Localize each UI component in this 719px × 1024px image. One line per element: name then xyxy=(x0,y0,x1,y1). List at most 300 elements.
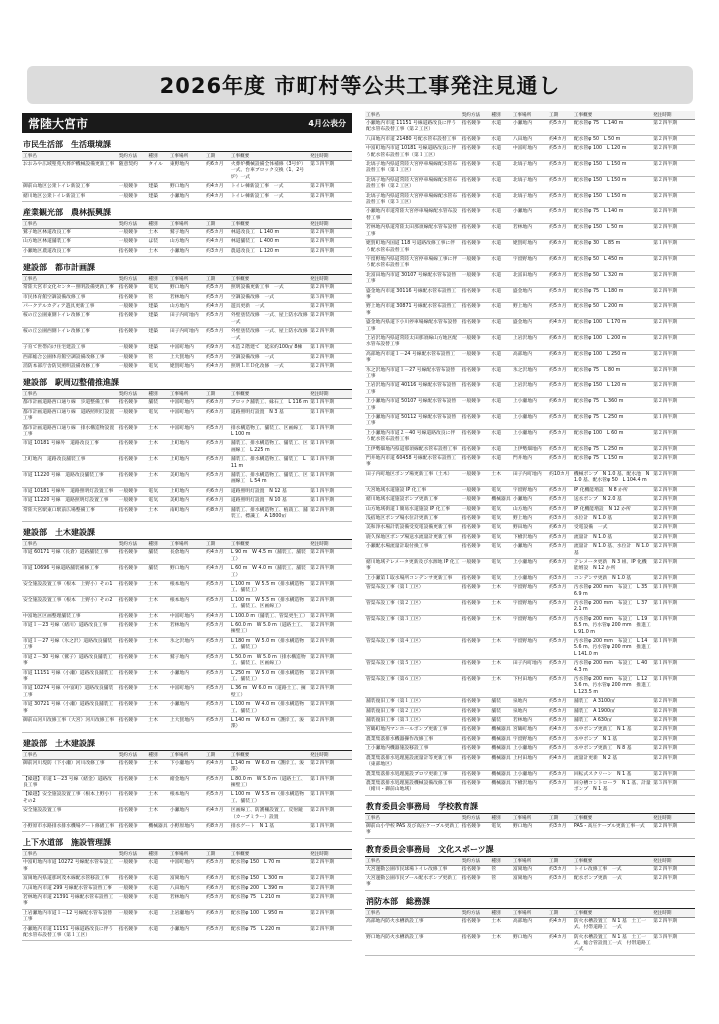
cell-timing: 第２四半期 xyxy=(652,822,695,838)
cell-timing: 第１四半期 xyxy=(652,676,695,698)
cell-name: 小野原市水路排水排水機場ゲート修繕工事 xyxy=(22,823,118,832)
cell-type: 舗装 xyxy=(147,565,168,581)
table-row xyxy=(22,622,352,638)
cell-period: 約6カ月 xyxy=(205,161,230,183)
cell-timing: 第３四半期 xyxy=(309,293,352,302)
cell-timing: 第２四半期 xyxy=(309,549,352,565)
cell-timing: 第２四半期 xyxy=(652,874,695,890)
cell-type: 建築 xyxy=(147,344,168,353)
cell-period: 約5カ月 xyxy=(548,717,573,726)
column-header-period: 工期 xyxy=(205,220,230,229)
column-header-name: 工事名 xyxy=(22,275,118,284)
cell-type: 舗装 xyxy=(147,399,168,408)
cell-type: 舗装 xyxy=(490,698,511,707)
cell-name: 上岩瀬地内市道１－12 号線配水管布設替工事 xyxy=(22,909,118,925)
table-row xyxy=(365,145,695,161)
cell-method: 指名競争 xyxy=(118,456,148,472)
cell-period: 約5カ月 xyxy=(205,894,230,910)
cell-type: 土木 xyxy=(490,470,511,486)
cell-period: 約4カ月 xyxy=(548,754,573,770)
cell-period: 約4カ月 xyxy=(548,135,573,144)
cell-location: 緒金地内 xyxy=(169,775,205,791)
cell-timing: 第２四半期 xyxy=(652,496,695,505)
cell-name: 都市計画道路西口通り線 排水構造物設置工事 xyxy=(22,424,118,440)
cell-location: 上小瀬地内 xyxy=(512,414,548,430)
cell-period: 約4カ月 xyxy=(205,565,230,581)
table-row xyxy=(365,505,695,514)
column-header-timing: 発注時期 xyxy=(309,390,352,399)
cell-type: 機械器具 xyxy=(490,735,511,744)
cell-timing: 第２四半期 xyxy=(652,429,695,445)
cell-location: 長倉地内 xyxy=(169,549,205,565)
department-heading: 教育委員会事務局 文化スポーツ課 xyxy=(365,841,695,857)
cell-timing: 第２四半期 xyxy=(309,622,352,638)
column-header-name: 工事名 xyxy=(22,540,118,549)
cell-period: 約4カ月 xyxy=(205,807,230,823)
cell-method: 指名競争 xyxy=(118,471,148,487)
cell-timing: 第２四半期 xyxy=(309,807,352,823)
column-header-type: 種別 xyxy=(490,857,511,866)
cell-timing: 第２四半期 xyxy=(309,859,352,875)
cell-method: 指名競争 xyxy=(461,543,491,559)
cell-location: 北塙子地内 xyxy=(512,176,548,192)
cell-method: 指名競争 xyxy=(461,638,491,660)
cell-period: 約6カ月 xyxy=(205,909,230,925)
cell-type: 機械器具 xyxy=(490,770,511,779)
cell-location: 野口地内 xyxy=(169,565,205,581)
table-row xyxy=(22,456,352,472)
table-row xyxy=(365,676,695,698)
cell-type: 土木 xyxy=(147,596,168,612)
table-header-row xyxy=(22,390,352,399)
works-table xyxy=(22,220,352,257)
cell-timing: 第２四半期 xyxy=(309,362,352,371)
cell-timing: 第２四半期 xyxy=(652,558,695,574)
cell-location: 富岡地内 xyxy=(169,875,205,884)
cell-type: 舗装 xyxy=(490,707,511,716)
cell-name: 安全施設設置工事 xyxy=(22,807,118,823)
cell-type: 水道 xyxy=(490,240,511,256)
cell-timing: 第２四半期 xyxy=(652,524,695,533)
column-header-name: 工事名 xyxy=(22,850,118,859)
works-table xyxy=(22,751,352,833)
cell-type: 建築 xyxy=(147,192,168,201)
cell-period: 約5カ月 xyxy=(548,161,573,177)
cell-method: 指名競争 xyxy=(461,754,491,770)
cell-type: 管 xyxy=(490,874,511,890)
cell-timing: 第２四半期 xyxy=(309,612,352,621)
cell-name: 緒川地域水道施設ポンプ更新工事 xyxy=(365,496,461,505)
cell-method: 指名競争 xyxy=(118,875,148,884)
cell-timing: 第２四半期 xyxy=(309,284,352,293)
cell-timing: 第２四半期 xyxy=(652,514,695,523)
cell-name: 美和浄水場計装設備受変電設備更新工事 xyxy=(365,524,461,533)
cell-method: 指名競争 xyxy=(461,735,491,744)
cell-name: 鹿久保地区ポンプ場送水流量計更新工事 xyxy=(365,533,461,542)
cell-period: 約4カ月 xyxy=(548,726,573,735)
cell-name: 安全施設設置工事（根本 上野小）その2 xyxy=(22,596,118,612)
cell-type: 水道 xyxy=(490,145,511,161)
cell-period: 約6カ月 xyxy=(548,524,573,533)
cell-timing: 第１四半期 xyxy=(309,487,352,496)
cell-type: 水道 xyxy=(147,909,168,925)
cell-summary: 遊具更新 一式 xyxy=(230,303,309,312)
cell-period: 約8カ月 xyxy=(205,823,230,832)
column-header-summary: 工事概要 xyxy=(573,814,652,823)
cell-name: 管渠布設工事（第２工区） xyxy=(365,599,461,615)
table-row xyxy=(22,884,352,893)
table-row xyxy=(22,229,352,238)
column-header-name: 工事名 xyxy=(365,909,461,918)
column-header-location: 工事場所 xyxy=(169,540,205,549)
column-header-location: 工事場所 xyxy=(512,111,548,120)
cell-timing: 第２四半期 xyxy=(652,574,695,583)
cell-type: 水道 xyxy=(490,445,511,454)
cell-period: 約5カ月 xyxy=(205,775,230,791)
cell-location: 宇留野地内 xyxy=(512,584,548,600)
cell-type: 電気 xyxy=(490,486,511,495)
cell-name: 浅宿地区ポンプ場水位計更新工事 xyxy=(365,514,461,523)
cell-period: 約4カ月 xyxy=(205,549,230,565)
cell-summary: L 180 m W 5.0 m（排水構造物工、舗装工） xyxy=(230,637,309,653)
cell-location: 八田地内 xyxy=(169,884,205,893)
cell-timing: 第３四半期 xyxy=(309,161,352,183)
column-header-name: 工事名 xyxy=(365,857,461,866)
cell-method: 指名競争 xyxy=(461,599,491,615)
column-header-method: 契約方法 xyxy=(118,850,148,859)
cell-timing: 第１四半期 xyxy=(309,823,352,832)
table-row xyxy=(22,506,352,522)
works-table xyxy=(365,857,695,891)
cell-timing: 第２四半期 xyxy=(652,745,695,754)
cell-summary: PAS・高圧ケーブル更新工事一式 xyxy=(573,822,652,838)
cell-type: 水道 xyxy=(490,287,511,303)
cell-summary: トイレ棟新設工事 一式 xyxy=(230,183,309,192)
table-row xyxy=(22,685,352,701)
cell-location: 田子内町地内 xyxy=(169,312,205,328)
table-row xyxy=(22,344,352,353)
cell-name: 上小瀬地内市道 50112 号線配水管布設替工事 xyxy=(365,414,461,430)
cell-period: 約4カ月 xyxy=(548,933,573,955)
cell-timing: 第２四半期 xyxy=(652,255,695,271)
table-row xyxy=(22,775,352,791)
cell-method: 指名競争 xyxy=(118,328,148,344)
cell-method: 一般競争 xyxy=(461,271,491,287)
cell-period: 約5カ月 xyxy=(205,701,230,717)
cell-period: 約5カ月 xyxy=(548,414,573,430)
cell-summary: 舗装工、排水構造物工、舗装工、区画線工 L 54 m xyxy=(230,471,309,487)
cell-type: 土木 xyxy=(147,581,168,597)
column-header-method: 契約方法 xyxy=(461,857,491,866)
department-heading: 市民生活部 生活環境課 xyxy=(22,136,352,152)
cell-period: 約5カ月 xyxy=(205,685,230,701)
cell-method: 指名競争 xyxy=(461,319,491,335)
cell-method: 指名競争 xyxy=(118,807,148,823)
cell-name: 北塙子地内県道常陸大宮停車場線配水管布設替工事（第３工区） xyxy=(365,192,461,208)
cell-type: 舗装 xyxy=(147,549,168,565)
cell-timing: 第１四半期 xyxy=(309,471,352,487)
cell-summary: 道路照明灯設置 N 10 基 xyxy=(230,497,309,506)
cell-period: 約5カ月 xyxy=(205,456,230,472)
cell-type: 水道 xyxy=(490,120,511,136)
works-table xyxy=(22,152,352,202)
cell-summary: 水中ポンプ N 1 基 xyxy=(573,735,652,744)
cell-location: 東野地内 xyxy=(169,161,205,183)
cell-name: 緒川地区公衆トイレ新設工事 xyxy=(22,192,118,201)
cell-timing: 第１四半期 xyxy=(309,424,352,440)
cell-location: 中富町地内 xyxy=(169,612,205,621)
cell-name: 中富町地内市道 10181 号線道路改良に伴う配水管布設替工事（第１工区） xyxy=(365,145,461,161)
cell-timing: 第２四半期 xyxy=(309,581,352,597)
table-header-row xyxy=(22,751,352,760)
cell-period: 約5カ月 xyxy=(205,622,230,638)
cell-period: 約3カ月 xyxy=(205,247,230,256)
cell-method: 一般競争 xyxy=(118,487,148,496)
cell-type: 管 xyxy=(490,865,511,874)
cell-method: 一般競争 xyxy=(118,353,148,362)
cell-name: 若林地内市道 21391 号線配水管布設替工事 xyxy=(22,894,118,910)
table-row xyxy=(365,470,695,486)
cell-method: 指名競争 xyxy=(461,192,491,208)
cell-timing: 第１四半期 xyxy=(309,408,352,424)
cell-period: 約3カ月 xyxy=(548,874,573,890)
cell-summary: 配水管φ 150 L 300 m xyxy=(230,875,309,884)
cell-method: 指名競争 xyxy=(461,224,491,240)
cell-type: 電気 xyxy=(147,284,168,293)
table-row xyxy=(22,701,352,717)
column-header-name: 工事名 xyxy=(22,751,118,760)
column-header-type: 種別 xyxy=(147,540,168,549)
cell-method: 指名競争 xyxy=(461,161,491,177)
cell-summary: L 36 m W 6.0 m（道路土工、擁壁工） xyxy=(230,685,309,701)
cell-timing: 第２四半期 xyxy=(652,707,695,716)
cell-method: 指名競争 xyxy=(461,135,491,144)
table-row xyxy=(365,176,695,192)
table-row xyxy=(22,192,352,201)
cell-summary: 配水管φ 100 L 60 m xyxy=(573,429,652,445)
table-row xyxy=(22,669,352,685)
cell-name: 小瀬地区農道改良工事 xyxy=(22,247,118,256)
cell-location: 上小瀬地内 xyxy=(512,558,548,574)
cell-location: 中富町地内 xyxy=(169,408,205,424)
cell-name: 桜の丘公園東側トイレ改修工事 xyxy=(22,312,118,328)
cell-timing: 第２四半期 xyxy=(652,161,695,177)
table-row xyxy=(365,615,695,637)
cell-location: 北富田地内 xyxy=(512,271,548,287)
cell-period: 約5カ月 xyxy=(205,581,230,597)
table-row xyxy=(365,366,695,382)
cell-name: 市道 11220 号線 道路照明灯設置工事 xyxy=(22,497,118,506)
cell-period: 約5カ月 xyxy=(548,145,573,161)
table-row xyxy=(365,698,695,707)
cell-period: 約5カ月 xyxy=(548,676,573,698)
column-header-summary: 工事概要 xyxy=(230,540,309,549)
column-header-period: 工期 xyxy=(205,540,230,549)
cell-method: 指名競争 xyxy=(461,676,491,698)
cell-period: 約4カ月 xyxy=(205,192,230,201)
cell-method: 指名競争 xyxy=(118,247,148,256)
cell-period: 約5カ月 xyxy=(548,707,573,716)
column-header-timing: 発注時期 xyxy=(309,540,352,549)
table-row xyxy=(22,859,352,875)
cell-timing: 第２四半期 xyxy=(652,505,695,514)
cell-summary: 配水管φ 100 L 950 m xyxy=(230,909,309,925)
cell-summary: L 100 m W 5.5 m（排水構造物工、舗装工） xyxy=(230,791,309,807)
cell-summary: L 140 m W 6.0 m（護岸工、浚渫） xyxy=(230,759,309,775)
cell-timing: 第２四半期 xyxy=(652,470,695,486)
column-header-timing: 発注時期 xyxy=(652,909,695,918)
cell-summary: 農道改良工 L 120 m xyxy=(230,247,309,256)
cell-method: 指名競争 xyxy=(461,745,491,754)
cell-period: 約5カ月 xyxy=(548,176,573,192)
cell-location: 小瀬地内 xyxy=(169,807,205,823)
cell-timing: 第１四半期 xyxy=(652,414,695,430)
cell-name: 管渠布設工事（第１工区） xyxy=(365,584,461,600)
cell-location: 宇留野地内 xyxy=(512,735,548,744)
cell-type: 機械器具 xyxy=(490,779,511,795)
cell-method: 指名競争 xyxy=(118,549,148,565)
table-row xyxy=(22,894,352,910)
cell-summary: 配水管φ 75 L 220 m xyxy=(230,925,309,941)
table-row xyxy=(22,581,352,597)
column-header-type: 種別 xyxy=(147,390,168,399)
cell-method: 指名競争 xyxy=(118,596,148,612)
department-heading: 建設部 土木建設課 xyxy=(22,524,352,540)
cell-type: 土木 xyxy=(490,676,511,698)
cell-location: 富岡地内 xyxy=(512,865,548,874)
cell-summary: 流量計 N 1.0 基 xyxy=(573,533,652,542)
cell-type: 水道 xyxy=(490,224,511,240)
cell-type: 水道 xyxy=(147,884,168,893)
cell-location: 盛金地内 xyxy=(512,287,548,303)
cell-name: 市道１－27 号線（氷之沢）道路改良舗装工事 xyxy=(22,637,118,653)
cell-method: 指名競争 xyxy=(118,506,148,522)
cell-name: 小瀬地内市道 11151 号線道路改良に伴う配水管布設替工事（第２工区） xyxy=(365,120,461,136)
cell-summary: 水位計 N 1.0 基 xyxy=(573,514,652,523)
table-row xyxy=(365,660,695,676)
cell-summary: 防火水槽設置工 N 1 基 土工一式、付帯道路工 一式 xyxy=(573,917,652,933)
cell-location: 宇留野地内 xyxy=(512,599,548,615)
cell-timing: 第１四半期 xyxy=(652,584,695,600)
cell-period: 約5カ月 xyxy=(548,638,573,660)
table-row xyxy=(22,565,352,581)
column-header-type: 種別 xyxy=(147,220,168,229)
cell-period: 約5カ月 xyxy=(205,596,230,612)
cell-summary: 区画線工、防護柵設置工、反射鏡（カーブミラー）設置 xyxy=(230,807,309,823)
cell-type: 機械器具 xyxy=(490,726,511,735)
column-header-timing: 発注時期 xyxy=(309,152,352,161)
cell-method: 指名競争 xyxy=(461,240,491,256)
table-row xyxy=(365,770,695,779)
cell-name: 農業集落排水処理施設流量計等更新工事（東部地区） xyxy=(365,754,461,770)
cell-summary: 配水管φ 50 L 200 m xyxy=(573,303,652,319)
table-row xyxy=(365,524,695,533)
cell-type: 土木 xyxy=(490,638,511,660)
cell-period: 約5カ月 xyxy=(205,925,230,941)
cell-type: 電気 xyxy=(490,505,511,514)
cell-timing: 第２四半期 xyxy=(309,247,352,256)
cell-method: 指名競争 xyxy=(461,382,491,398)
cell-summary: ブロック舗装工、縁石工 L 116 m xyxy=(230,399,309,408)
column-header-timing: 発注時期 xyxy=(309,275,352,284)
cell-method: 指名競争 xyxy=(118,701,148,717)
cell-summary: 受電設備 一式 xyxy=(573,524,652,533)
cell-method: 一般競争 xyxy=(461,505,491,514)
cell-timing: 第２四半期 xyxy=(652,208,695,224)
cell-location: 田子内町地内 xyxy=(169,328,205,344)
cell-location: 宇留野地内 xyxy=(512,486,548,495)
cell-summary: 舗装工、排水構造物工、舗装工、区画線工 L 225 m xyxy=(230,440,309,456)
cell-name: 大宮運動公園市民球場トイレ改修工事 xyxy=(365,865,461,874)
department-heading: 建設部 都市計画課 xyxy=(22,259,352,275)
cell-method: 指名競争 xyxy=(118,637,148,653)
cell-location: 小野原地内 xyxy=(169,823,205,832)
cell-method: 指名競争 xyxy=(461,303,491,319)
works-table xyxy=(22,275,352,372)
cell-period: 約5カ月 xyxy=(548,735,573,744)
cell-type: 建築 xyxy=(147,328,168,344)
cell-summary: 汚水管φ 200 mm 布設工 L 198.5 m、汚水管φ 200 mm 推進工 L 91.0 m xyxy=(573,615,652,637)
column-header-summary: 工事概要 xyxy=(230,390,309,399)
column-header-method: 契約方法 xyxy=(118,152,148,161)
cell-name: 上岩沢地内県道常陸太田那須線山方地区配水管布設替工事 xyxy=(365,334,461,350)
cell-type: 電気 xyxy=(490,543,511,559)
column-header-method: 契約方法 xyxy=(118,275,148,284)
table-header-row xyxy=(22,220,352,229)
cell-summary: 機械ポンプ N 1.0 基、配水池 N 1.0 基、配水管φ 50 L 104.4 m xyxy=(573,470,652,486)
cell-method: 指名競争 xyxy=(118,424,148,440)
column-header-timing: 発注時期 xyxy=(652,814,695,823)
table-row xyxy=(365,486,695,495)
cell-method: 指名競争 xyxy=(461,770,491,779)
cell-location: 根本地内 xyxy=(169,791,205,807)
cell-location: 姥賀町地内 xyxy=(512,240,548,256)
cell-name: 鷲子地区林道改良工事 xyxy=(22,229,118,238)
cell-type: 土木 xyxy=(147,229,168,238)
cell-location: 鷲子地内 xyxy=(169,653,205,669)
column-header-type: 種別 xyxy=(490,909,511,918)
cell-type: 電気 xyxy=(490,524,511,533)
table-row xyxy=(22,284,352,293)
cell-period: 約5カ月 xyxy=(205,293,230,302)
cell-period: 約3カ月 xyxy=(548,514,573,523)
cell-name: 市道２－30 号線（鷲子）道路改良舗装工事 xyxy=(22,653,118,669)
cell-type: 土木 xyxy=(147,807,168,823)
cell-summary: 配水管φ 150 L 150 m xyxy=(573,161,652,177)
column-header-summary: 工事概要 xyxy=(230,850,309,859)
cell-name: 安全施設設置工事（根本 上野小）その1 xyxy=(22,581,118,597)
cell-timing: 第２四半期 xyxy=(652,224,695,240)
cell-timing: 第２四半期 xyxy=(652,543,695,559)
cell-period: 約5カ月 xyxy=(548,745,573,754)
cell-type: 電気 xyxy=(147,487,168,496)
cell-location: 上大賀地内 xyxy=(169,353,205,362)
cell-timing: 第２四半期 xyxy=(652,319,695,335)
cell-summary: 防火水槽設置工 N 1 基 土工一式、総合管設置工一式 付帯道路工一式 xyxy=(573,933,652,955)
cell-summary: L 90 m W 4.5 m（舗装工、舗装工） xyxy=(230,549,309,565)
cell-location: 若林地内 xyxy=(512,717,548,726)
cell-summary: 配水管φ 50 L 50 m xyxy=(573,135,652,144)
cell-timing: 第２四半期 xyxy=(309,875,352,884)
cell-period: 約6カ月 xyxy=(205,875,230,884)
region-header xyxy=(22,113,352,133)
cell-timing: 第１四半期 xyxy=(652,638,695,660)
cell-period: 約5カ月 xyxy=(548,287,573,303)
department-heading: 建設部 駅周辺整備推進課 xyxy=(22,374,352,390)
cell-name: 若林地内県道常陸太田那須線配水管布設替工事 xyxy=(365,224,461,240)
cell-period: 約5カ月 xyxy=(548,770,573,779)
cell-timing: 第２四半期 xyxy=(652,135,695,144)
